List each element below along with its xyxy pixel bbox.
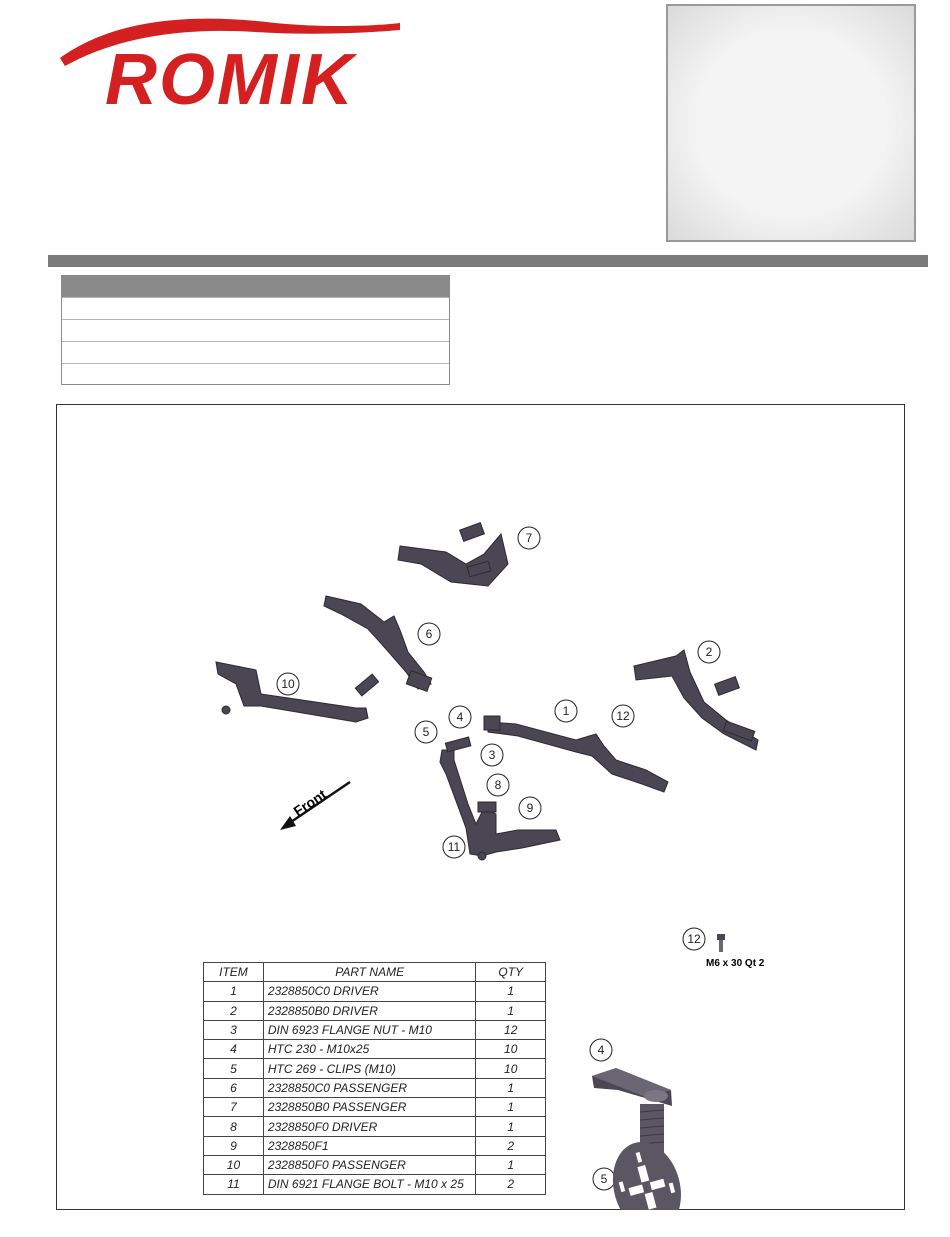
brand-logo (55, 8, 415, 118)
qty-cell: 1 (476, 1098, 546, 1117)
svg-text:8: 8 (494, 778, 502, 792)
info-table (61, 275, 450, 385)
qty-cell: 1 (476, 1117, 546, 1136)
item-cell: 2 (204, 1001, 264, 1020)
svg-text:7: 7 (525, 531, 533, 545)
svg-text:1: 1 (562, 704, 570, 718)
table-row (204, 1059, 546, 1078)
part-2-bracket (634, 650, 758, 750)
part-1-bar (484, 716, 668, 792)
part-7-bracket (398, 523, 508, 586)
callout-12 (612, 705, 634, 727)
front-label: Front (290, 786, 330, 820)
table-row (204, 1040, 546, 1059)
table-row (204, 1175, 546, 1194)
svg-text:4: 4 (456, 710, 464, 724)
svg-text:3: 3 (488, 748, 496, 762)
table-row (204, 1078, 546, 1097)
info-table-row (62, 363, 449, 385)
qty-cell: 1 (476, 982, 546, 1001)
callout-9 (519, 797, 541, 819)
callout-3 (481, 744, 503, 766)
qty-cell: 10 (476, 1059, 546, 1078)
svg-text:12: 12 (616, 709, 630, 723)
qty-cell: 1 (476, 1078, 546, 1097)
header-divider (48, 255, 928, 267)
callout-2 (698, 641, 720, 663)
callout-4-detail (590, 1039, 612, 1061)
callout-5-detail (593, 1168, 615, 1190)
item-cell: 5 (204, 1059, 264, 1078)
callout-8 (487, 774, 509, 796)
table-row (204, 1098, 546, 1117)
info-table-row (62, 341, 449, 363)
parts-table (203, 962, 546, 1195)
item-cell: 3 (204, 1020, 264, 1039)
front-direction-arrow (280, 782, 350, 830)
callout-6 (418, 623, 440, 645)
svg-text:11: 11 (447, 840, 461, 854)
callout-4 (449, 706, 471, 728)
product-image-placeholder (666, 4, 916, 242)
part-5-detail (600, 1134, 691, 1210)
item-cell: 6 (204, 1078, 264, 1097)
info-table-row (62, 319, 449, 341)
svg-text:4: 4 (597, 1043, 605, 1057)
item-cell: 1 (204, 982, 264, 1001)
svg-text:10: 10 (281, 677, 295, 691)
callout-11 (443, 836, 465, 858)
table-row (204, 1136, 546, 1155)
svg-text:9: 9 (526, 801, 534, 815)
svg-text:5: 5 (600, 1172, 608, 1186)
part-name-cell: 2328850F0 PASSENGER (263, 1155, 476, 1174)
header-part-name: PART NAME (263, 963, 476, 982)
svg-text:2: 2 (705, 645, 713, 659)
part-name-cell: HTC 230 - M10x25 (263, 1040, 476, 1059)
table-row (204, 982, 546, 1001)
item-cell: 9 (204, 1136, 264, 1155)
part-name-cell: 2328850B0 DRIVER (263, 1001, 476, 1020)
item-cell: 11 (204, 1175, 264, 1194)
qty-cell: 2 (476, 1136, 546, 1155)
part-name-cell: 2328850C0 DRIVER (263, 982, 476, 1001)
item-cell: 4 (204, 1040, 264, 1059)
header-item: ITEM (204, 963, 264, 982)
part-name-cell: HTC 269 - CLIPS (M10) (263, 1059, 476, 1078)
callout-7 (518, 527, 540, 549)
callout-12-detail (683, 928, 705, 950)
part-name-cell: 2328850F1 (263, 1136, 476, 1155)
svg-text:5: 5 (422, 725, 430, 739)
qty-cell: 12 (476, 1020, 546, 1039)
callout-1 (555, 700, 577, 722)
part-10-bar (216, 662, 379, 722)
brand-name: ROMIK (105, 40, 355, 120)
item-cell: 10 (204, 1155, 264, 1174)
callout-5 (415, 721, 437, 743)
bolt-note: M6 x 30 Qt 2 (706, 958, 765, 969)
part-name-cell: 2328850C0 PASSENGER (263, 1078, 476, 1097)
bolt-detail (706, 934, 765, 969)
info-table-row (62, 297, 449, 319)
svg-text:6: 6 (425, 627, 433, 641)
table-row (204, 1155, 546, 1174)
qty-cell: 1 (476, 1001, 546, 1020)
table-row (204, 1117, 546, 1136)
header-qty: QTY (476, 963, 546, 982)
callout-10 (277, 673, 299, 695)
info-table-header (62, 276, 449, 297)
parts-table-header (204, 963, 546, 982)
qty-cell: 2 (476, 1175, 546, 1194)
part-name-cell: 2328850F0 DRIVER (263, 1117, 476, 1136)
part-name-cell: 2328850B0 PASSENGER (263, 1098, 476, 1117)
svg-text:12: 12 (687, 932, 701, 946)
table-row (204, 1001, 546, 1020)
qty-cell: 1 (476, 1155, 546, 1174)
table-row (204, 1020, 546, 1039)
item-cell: 7 (204, 1098, 264, 1117)
part-name-cell: DIN 6923 FLANGE NUT - M10 (263, 1020, 476, 1039)
item-cell: 8 (204, 1117, 264, 1136)
part-4-detail (592, 1068, 672, 1154)
part-6-bracket (324, 596, 432, 691)
part-name-cell: DIN 6921 FLANGE BOLT - M10 x 25 (263, 1175, 476, 1194)
qty-cell: 10 (476, 1040, 546, 1059)
